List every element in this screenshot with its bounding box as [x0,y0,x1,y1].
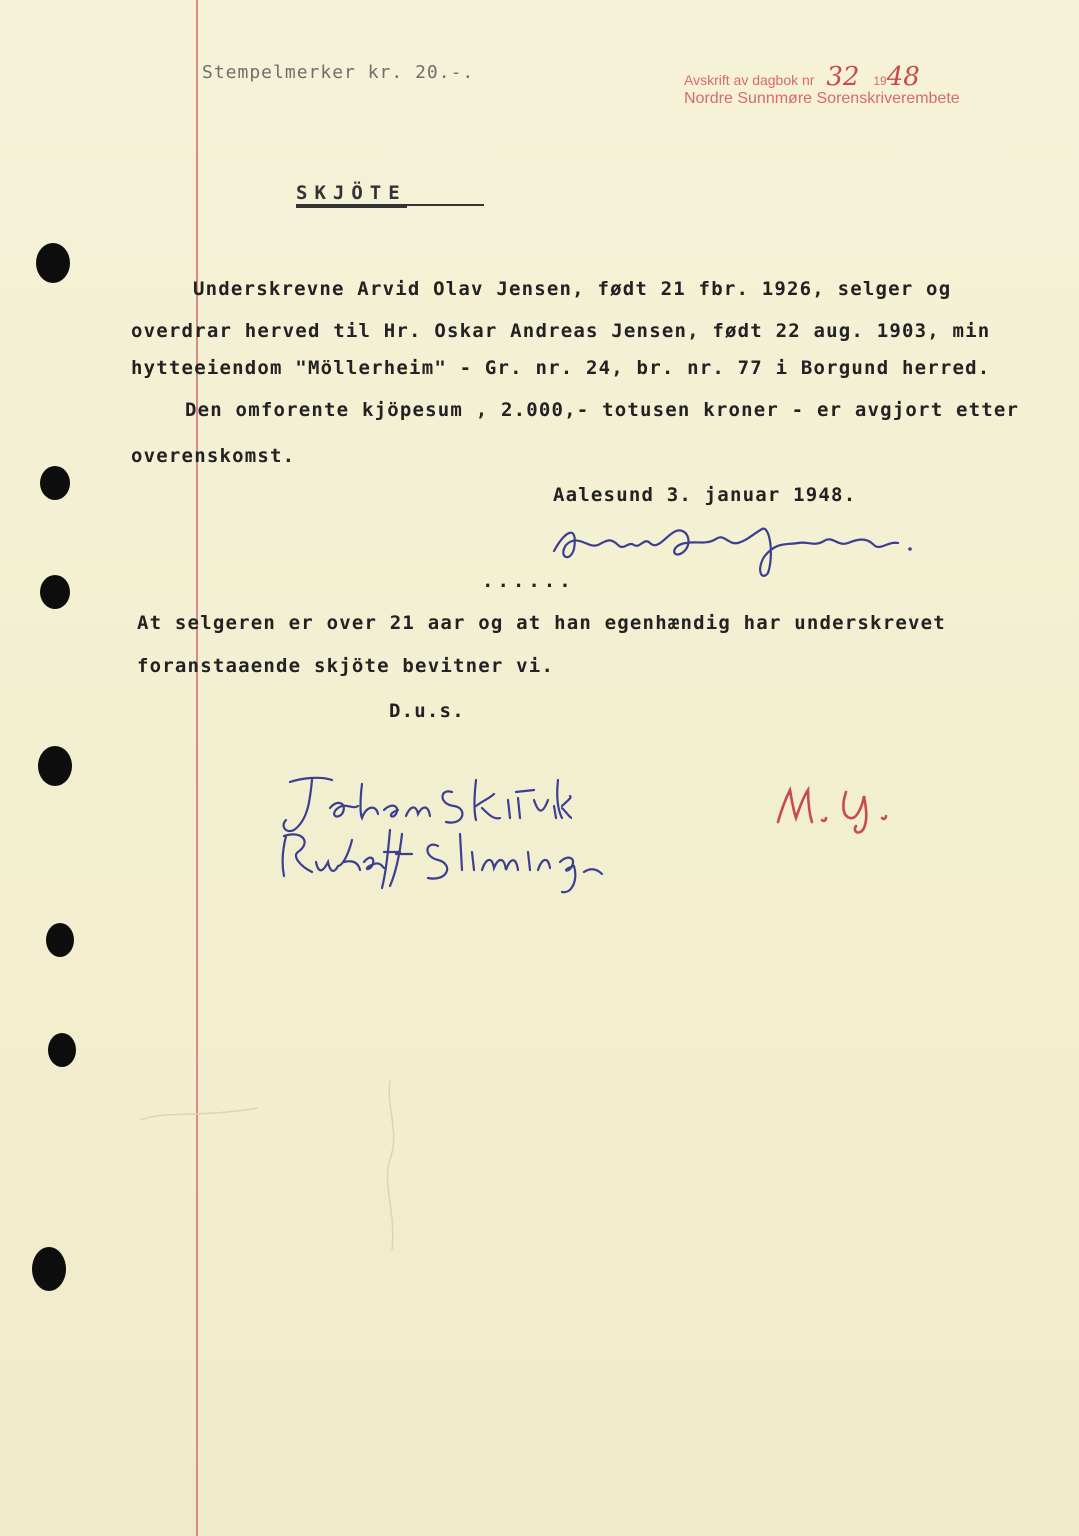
witness-line: foranstaaende skjöte bevitner vi. [137,655,555,677]
punch-hole [38,746,72,786]
paragraph-line: Den omforente kjöpesum , 2.000,- totusen kroner - er avgjort etter [185,399,1020,421]
paragraph-line: overdrar herved til Hr. Oskar Andreas Jensen, født 22 aug. 1903, min [131,320,991,342]
dus-text: D.u.s. [389,700,465,722]
registry-year: 48 [886,62,920,92]
place-date: Aalesund 3. januar 1948. [553,484,857,506]
paragraph-line: Underskrevne Arvid Olav Jensen, født 21 fbr. 1926, selger og [193,278,952,300]
paragraph-line: overenskomst. [131,445,296,467]
punch-hole [40,466,70,500]
registry-office: Nordre Sunnmøre Sorenskriverembete [684,90,960,107]
witness-line: At selgeren er over 21 aar og at han egenhændig har underskrevet [137,612,946,634]
stamp-duty-text: Stempelmerker kr. 20.-. [202,62,475,83]
seller-signature [548,515,928,585]
registry-year-prefix: 19 [873,74,887,88]
title-underline [296,204,484,206]
registry-number: 32 [826,62,860,92]
paper-crease [330,1080,450,1260]
paragraph-line: hytteeiendom "Möllerheim" - Gr. nr. 24, br. nr. 77 i Borgund herred. [131,357,991,379]
separator-dots: ...... [482,570,575,592]
punch-hole [40,575,70,609]
witness-signature-2 [272,822,632,902]
margin-line [196,0,198,1536]
punch-hole [46,923,74,957]
document-title: SKJÖTE [296,182,407,208]
punch-hole [48,1033,76,1067]
registry-stamp [684,62,960,108]
initials-mark [772,778,912,838]
punch-hole [36,243,70,283]
paper-crease [140,1090,260,1130]
punch-hole [32,1247,66,1291]
registry-stamp-label: Avskrift av dagbok nr [684,72,815,88]
